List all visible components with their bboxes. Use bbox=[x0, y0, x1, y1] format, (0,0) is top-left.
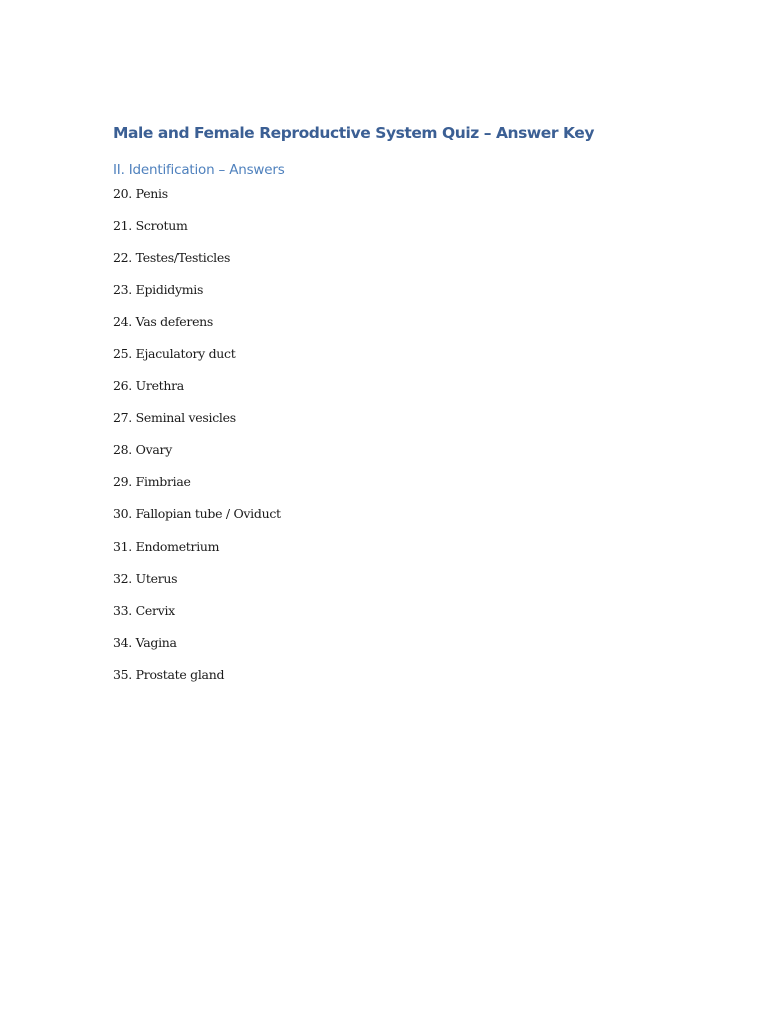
answer-list bbox=[113, 185, 281, 698]
answer-item: 22. Testes/Testicles bbox=[113, 250, 231, 266]
answer-item: 28. Ovary bbox=[113, 442, 172, 458]
answer-item: 25. Ejaculatory duct bbox=[113, 346, 236, 362]
answer-item: 29. Fimbriae bbox=[113, 474, 191, 490]
answer-item: 20. Penis bbox=[113, 186, 168, 201]
section-heading: II. Identification – Answers bbox=[113, 162, 285, 178]
document-title: Male and Female Reproductive System Quiz – Answer Key bbox=[113, 124, 594, 142]
answer-item: 30. Fallopian tube / Oviduct bbox=[113, 506, 281, 522]
answer-item: 31. Endometrium bbox=[113, 538, 220, 554]
answer-item: 32. Uterus bbox=[113, 570, 178, 586]
answer-item: 27. Seminal vesicles bbox=[113, 410, 236, 426]
answer-item: 34. Vagina bbox=[113, 634, 177, 650]
answer-item: 21. Scrotum bbox=[113, 218, 188, 234]
answer-item: 24. Vas deferens bbox=[113, 314, 214, 330]
answer-item: 33. Cervix bbox=[113, 602, 175, 618]
answer-item: 35. Prostate gland bbox=[113, 666, 225, 682]
answer-item: 26. Urethra bbox=[113, 378, 184, 394]
answer-item: 23. Epididymis bbox=[113, 282, 204, 298]
